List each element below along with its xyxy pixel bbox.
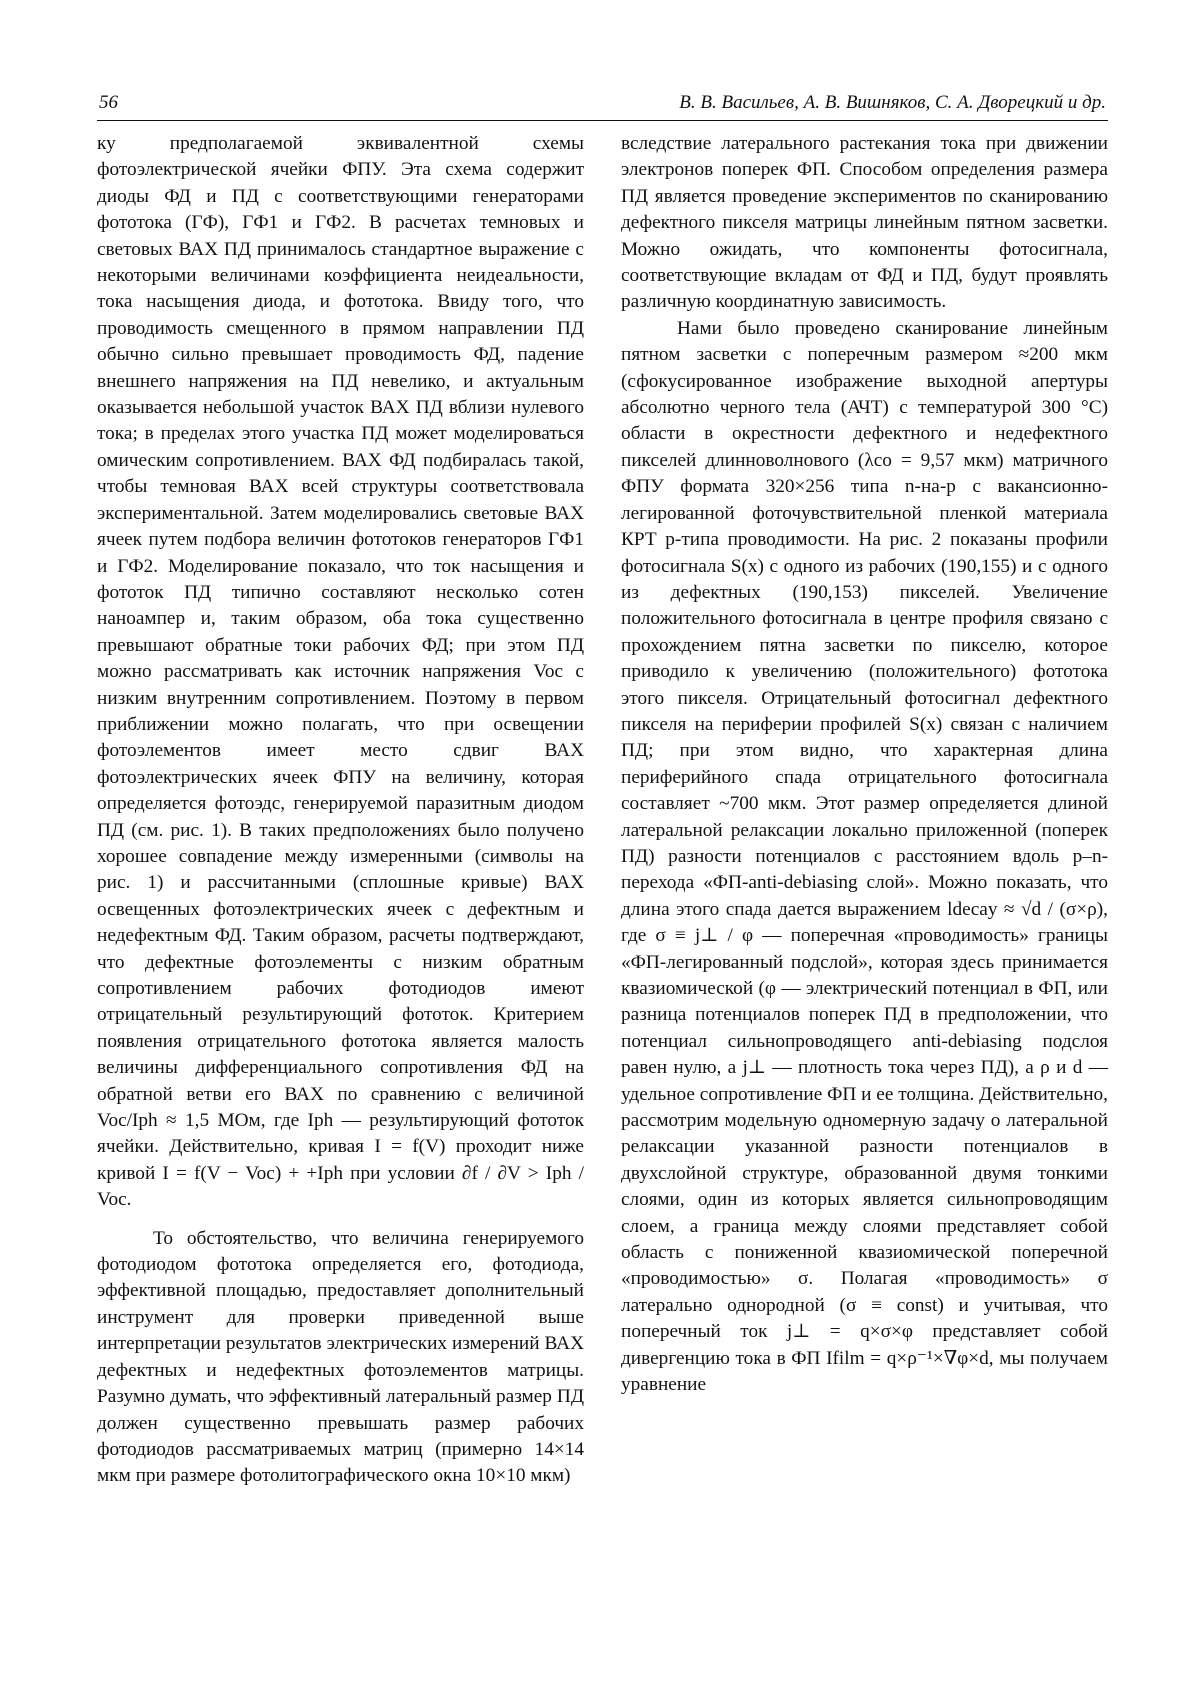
- paragraph: Нами было проведено сканирование линейным пятном засветки с поперечным размером ≈200 мкм (сфокусированное изображение выходной апертуры абсолютно черного тела (АЧТ) с температурой 300 °С) области в окрестности дефектного и недефектного пикселей длинноволнового (λco = 9,57 мкм) матричного ФПУ формата 320×256 типа n-на-p с вакансионно-легированной фоточувствительной пленкой материала КРТ p-типа проводимости. На рис. 2 показаны профили фотосигнала S(x) с одного из рабочих (190,155) и с одного из дефектных (190,153) пикселей. Увеличение положительного фотосигнала в центре профиля связано с прохождением пятна засветки по пикселю, которое приводило к увеличению (положительного) фототока этого пикселя. Отрицательный фотосигнал дефектного пикселя на периферии профилей S(x) связан с наличием ПД; при этом видно, что характерная длина периферийного спада отрицательного фотосигнала составляет ~700 мкм. Этот размер определяется длиной латеральной релаксации локально приложенной (поперек ПД) разности потенциалов с расстоянием вдоль p–n-перехода «ФП-anti-debiasing слой». Можно показать, что длина этого спада дается выражением ldecay ≈ √d / (σ×ρ), где σ ≡ j⊥ / φ — поперечная «проводимость» границы «ФП-легированный подслой», которая здесь принимается квазиомической (φ — электрический потенциал в ФП, или разница потенциалов поперек ПД в предположении, что потенциал сильнопроводящего anti-debiasing подслоя равен нулю, а j⊥ — плотность тока через ПД), а ρ и d — удельное сопротивление ФП и ее толщина. Действительно, рассмотрим модельную одномерную задачу о латеральной релаксации указанной разности потенциалов в двухслойной структуре, образованной двумя тонкими слоями, один из которых является сильнопроводящим слоем, а граница между слоями представляет собой область с пониженной квазиомической поперечной «проводимостью» σ. Полагая «проводимость» σ латерально однородной (σ ≡ const) и учитывая, что поперечный ток j⊥ = q×σ×φ представляет собой дивергенцию тока в ФП Ifilm = q×ρ⁻¹×∇φ×d, мы получаем уравнение: [621, 317, 1108, 1396]
- page-number: 56: [99, 92, 118, 113]
- right-column: [621, 131, 1108, 1490]
- running-head: [97, 92, 1108, 121]
- left-column: [97, 131, 584, 1490]
- paragraph: ку предполагаемой эквивалентной схемы фотоэлектрической ячейки ФПУ. Эта схема содержит диоды ФД и ПД с соответствующими генераторами фототока (ГФ), ГФ1 и ГФ2. В расчетах темновых и световых ВАХ ПД принималось стандартное выражение с некоторыми величинами коэффициента неидеальности, тока насыщения диода, и фототока. Ввиду того, что проводимость смещенного в прямом направлении ПД обычно сильно превышает проводимость ФД, падение внешнего напряжения на ПД невелико, и актуальным оказывается небольшой участок ВАХ ПД вблизи нулевого тока; в пределах этого участка ПД может моделироваться омическим сопротивлением. ВАХ ФД подбиралась такой, чтобы темновая ВАХ всей структуры соответствовала экспериментальной. Затем моделировались световые ВАХ ячеек путем подбора величин фототоков генераторов ГФ1 и ГФ2. Моделирование показало, что ток насыщения и фототок ПД типично составляют несколько сотен наноампер и, таким образом, оба тока существенно превышают обратные токи рабочих ФД; при этом ПД можно рассматривать как источник напряжения Voc с низким внутренним сопротивлением. Поэтому в первом приближении можно полагать, что при освещении фотоэлементов имеет место сдвиг ВАХ фотоэлектрических ячеек ФПУ на величину, которая определяется фотоэдс, генерируемой паразитным диодом ПД (см. рис. 1). В таких предположениях было получено хорошее совпадение между измеренными (символы на рис. 1) и рассчитанными (сплошные кривые) ВАХ освещенных фотоэлектрических ячеек с дефектным и недефектным ФД. Таким образом, расчеты подтверждают, что дефектные фотоэлементы с низким обратным сопротивлением рабочих фотодиодов имеют отрицательный результирующий фототок. Критерием появления отрицательного фототока является малость величины дифференциального сопротивления ФД на обратной ветви его ВАХ по сравнению с величиной Voc/Iph ≈ 1,5 МОм, где Iph — результирующий фототок ячейки. Действительно, кривая I = f(V) проходит ниже кривой I = f(V − Voc) + +Iph при условии ∂f / ∂V > Iph / Voc.: [97, 133, 584, 1211]
- paragraph: вследствие латерального растекания тока при движении электронов поперек ФП. Способом определения размера ПД является проведение экспериментов по сканированию дефектного пикселя матрицы линейным пятном засветки. Можно ожидать, что компоненты фотосигнала, соответствующие вкладам от ФД и ПД, будут проявлять различную координатную зависимость.: [621, 133, 1108, 313]
- paragraph: То обстоятельство, что величина генерируемого фотодиодом фототока определяется его, фотодиода, эффективной площадью, предоставляет дополнительный инструмент для проверки приведенной выше интерпретации результатов электрических измерений ВАХ дефектных и недефектных фотоэлементов матрицы. Разумно думать, что эффективный латеральный размер ПД должен существенно превышать размер рабочих фотодиодов рассматриваемых матриц (примерно 14×14 мкм при размере фотолитографического окна 10×10 мкм): [97, 1227, 584, 1487]
- author-list: В. В. Васильев, А. В. Вишняков, С. А. Дворецкий и др.: [679, 92, 1106, 113]
- text-columns: [97, 131, 1108, 1490]
